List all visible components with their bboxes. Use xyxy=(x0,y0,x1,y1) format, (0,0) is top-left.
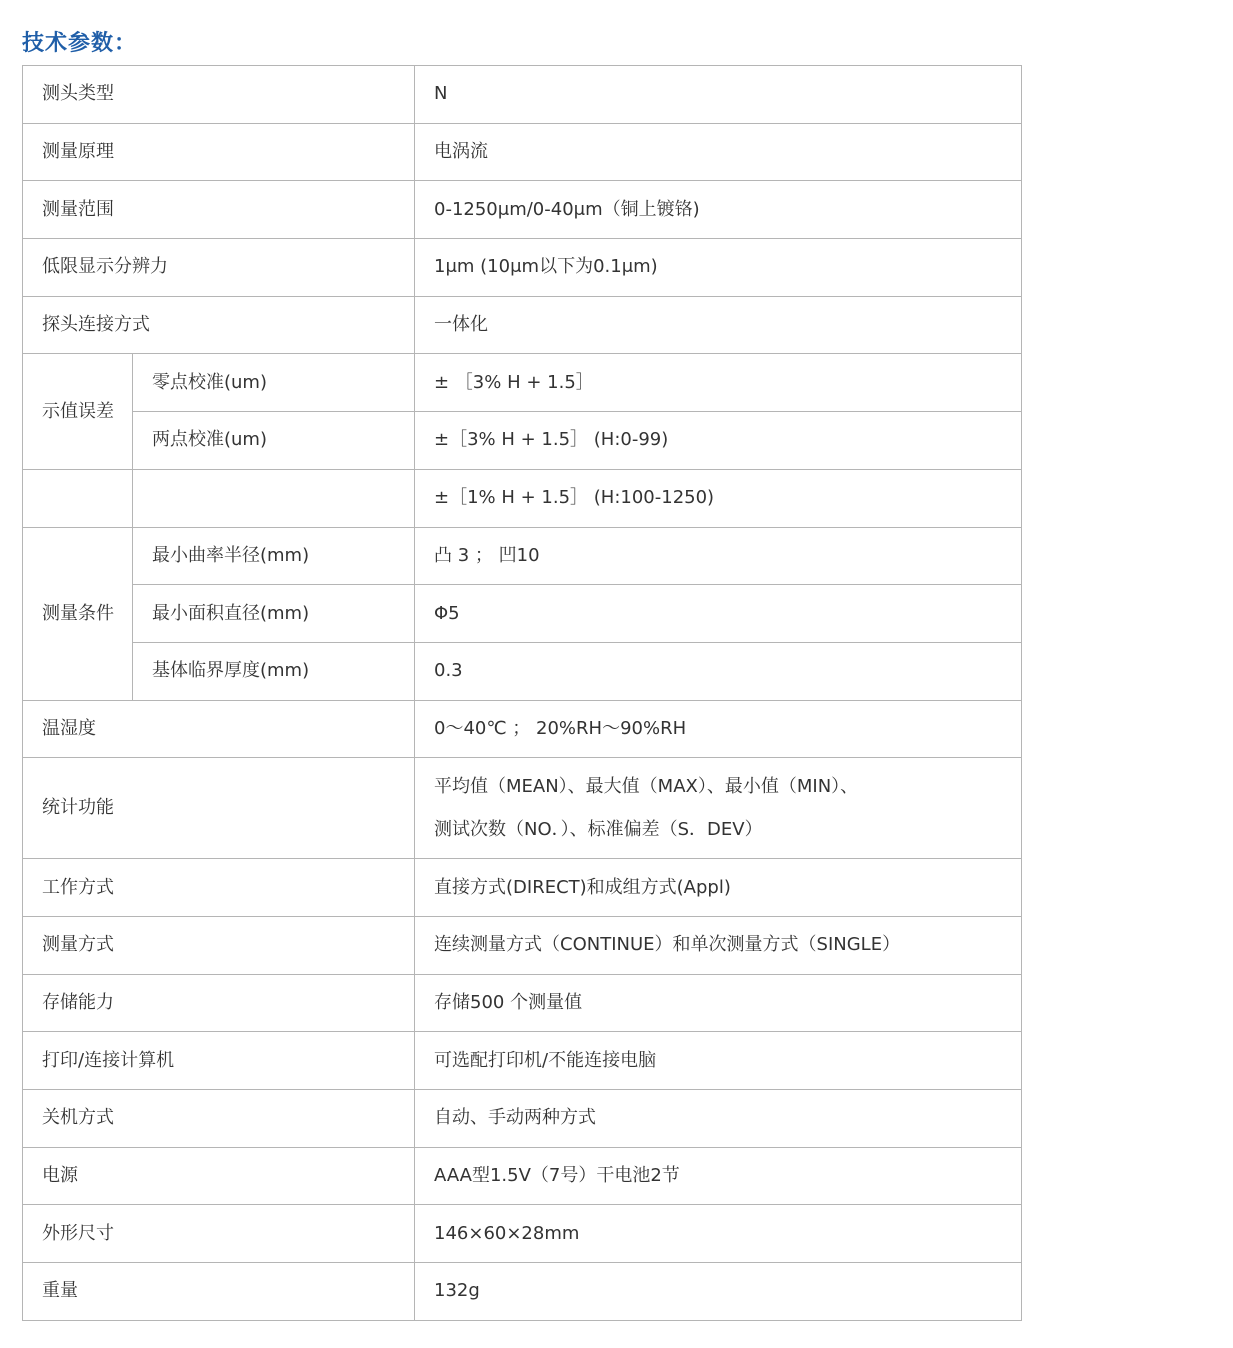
row-value: 0.3 xyxy=(415,642,1022,700)
row-label: 测头类型 xyxy=(23,66,415,124)
row-label: 电源 xyxy=(23,1147,415,1205)
table-row xyxy=(23,123,1022,181)
row-value: 连续测量方式（CONTINUE）和单次测量方式（SINGLE） xyxy=(415,916,1022,974)
group-label-conditions: 测量条件 xyxy=(23,527,133,700)
table-row xyxy=(23,974,1022,1032)
empty-cell xyxy=(23,469,133,527)
row-value: 可选配打印机/不能连接电脑 xyxy=(415,1032,1022,1090)
table-row xyxy=(23,66,1022,124)
table-row xyxy=(23,1090,1022,1148)
table-row xyxy=(23,239,1022,297)
table-row xyxy=(23,585,1022,643)
spec-table xyxy=(22,65,1022,1321)
row-value: 146×60×28mm xyxy=(415,1205,1022,1263)
row-value: 0-1250μm/0-40μm（铜上镀铬) xyxy=(415,181,1022,239)
row-value: ±［3% H + 1.5］ (H:0-99) xyxy=(415,412,1022,470)
sub-label: 基体临界厚度(mm) xyxy=(133,642,415,700)
row-label: 探头连接方式 xyxy=(23,296,415,354)
row-value: 自动、手动两种方式 xyxy=(415,1090,1022,1148)
row-label: 测量范围 xyxy=(23,181,415,239)
row-value: ± ［3% H + 1.5］ xyxy=(415,354,1022,412)
table-row xyxy=(23,642,1022,700)
table-row xyxy=(23,527,1022,585)
sub-label: 两点校准(um) xyxy=(133,412,415,470)
table-row xyxy=(23,469,1022,527)
row-value-multiline xyxy=(415,758,1022,859)
row-label: 统计功能 xyxy=(23,758,415,859)
row-value: 0～40℃ ； 20%RH～90%RH xyxy=(415,700,1022,758)
row-label: 打印/连接计算机 xyxy=(23,1032,415,1090)
row-value: 存储500 个测量值 xyxy=(415,974,1022,1032)
row-value: N xyxy=(415,66,1022,124)
table-row xyxy=(23,758,1022,859)
table-row xyxy=(23,181,1022,239)
row-value: ±［1% H + 1.5］ (H:100-1250) xyxy=(415,469,1022,527)
row-label: 温湿度 xyxy=(23,700,415,758)
sub-label: 最小曲率半径(mm) xyxy=(133,527,415,585)
sub-label: 零点校准(um) xyxy=(133,354,415,412)
row-value: 一体化 xyxy=(415,296,1022,354)
table-row xyxy=(23,1263,1022,1321)
empty-cell xyxy=(133,469,415,527)
table-row xyxy=(23,1032,1022,1090)
row-label: 关机方式 xyxy=(23,1090,415,1148)
value-line: 平均值（MEAN）、最大值（MAX）、最小值（MIN）、 xyxy=(434,775,859,797)
table-row xyxy=(23,1205,1022,1263)
table-row xyxy=(23,354,1022,412)
group-label-error: 示值误差 xyxy=(23,354,133,469)
row-label: 工作方式 xyxy=(23,859,415,917)
row-label: 测量方式 xyxy=(23,916,415,974)
row-value: AAA型1.5V（7号）干电池2节 xyxy=(415,1147,1022,1205)
row-value: 电涡流 xyxy=(415,123,1022,181)
row-value: 132g xyxy=(415,1263,1022,1321)
value-line: 测试次数（NO．）、标准偏差（S．DEV） xyxy=(434,818,763,840)
row-value: 凸 3 ； 凹10 xyxy=(415,527,1022,585)
row-label: 存储能力 xyxy=(23,974,415,1032)
table-row xyxy=(23,700,1022,758)
row-label: 外形尺寸 xyxy=(23,1205,415,1263)
row-label: 测量原理 xyxy=(23,123,415,181)
table-row xyxy=(23,916,1022,974)
table-row xyxy=(23,859,1022,917)
row-label: 低限显示分辨力 xyxy=(23,239,415,297)
table-row xyxy=(23,296,1022,354)
section-title: 技术参数： xyxy=(22,31,138,56)
row-value: 1μm (10μm以下为0.1μm) xyxy=(415,239,1022,297)
row-value: Φ5 xyxy=(415,585,1022,643)
table-row xyxy=(23,412,1022,470)
table-row xyxy=(23,1147,1022,1205)
sub-label: 最小面积直径(mm) xyxy=(133,585,415,643)
row-value: 直接方式(DIRECT)和成组方式(Appl) xyxy=(415,859,1022,917)
row-label: 重量 xyxy=(23,1263,415,1321)
